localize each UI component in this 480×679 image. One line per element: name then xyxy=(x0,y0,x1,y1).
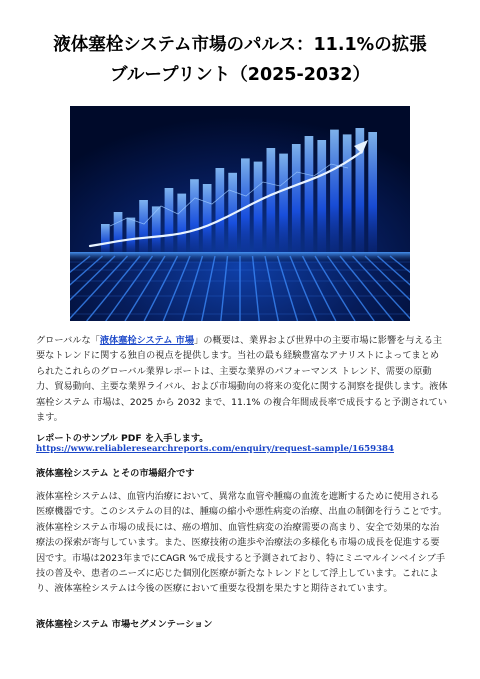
hero-bar xyxy=(343,134,352,256)
hero-bar xyxy=(305,136,314,256)
hero-bar xyxy=(368,132,377,256)
hero-bar xyxy=(165,188,174,256)
hero-bar xyxy=(330,130,339,256)
title-line-1: 液体塞栓システム市場のパルス：11.1%の拡張 xyxy=(53,35,427,55)
section-heading-segmentation: 液体塞栓システム 市場セグメンテーション xyxy=(36,619,213,630)
hero-bar xyxy=(139,200,148,256)
hero-bar xyxy=(101,224,110,256)
section-heading-intro: 液体塞栓システム とその市場紹介です xyxy=(36,468,195,479)
hero-bar xyxy=(254,162,263,256)
hero-bar xyxy=(114,212,123,256)
title-line-2: ブループリント（2025-2032） xyxy=(110,65,370,85)
hero-bar xyxy=(279,154,288,256)
intro-prefix: グローバルな「 xyxy=(36,335,100,346)
sample-request-link[interactable]: https://www.reliableresearchreports.com/enquiry/request-sample/1659384 xyxy=(36,444,395,454)
hero-bar xyxy=(216,168,225,256)
hero-bar xyxy=(203,184,212,256)
section-intro-paragraph: 液体塞栓システムは、血管内治療において、異常な血管や腫瘍の血流を遮断するために使用される医療機器です。このシステムの目的は、腫瘍の縮小や悪性病変の治療、出血の制御を行うことです。液体塞栓システム市場の成長には、癌の増加、血管性病変の治療需要の高まり、安全で効果的な治療法の探索が寄与しています。また、医療技術の進歩や治療法の多様化も市場の成長を促進する要因です。市場は2023年までにCAGR %で成長すると予測されており、特にミニマルインベイシブ手技の普及や、患者のニーズに応じた個別化医療が新たなトレンドとして浮上しています。これにより、液体塞栓システムは今後の医療において重要な役割を果たすと期待されています。 xyxy=(36,491,448,595)
hero-bar xyxy=(317,140,326,256)
hero-bar xyxy=(292,144,301,256)
sample-label: レポートのサンプル PDF を入手します。 xyxy=(36,433,209,444)
hero-bar xyxy=(267,148,276,256)
hero-bar xyxy=(127,218,136,256)
intro-body: 」の概要は、業界および世界中の主要市場に影響を与える主要なトレンドに関する独自の視点を提供します。当社の最も経験豊富なアナリストによってまとめられたこれらのグローバル業界レポートは、主要な業界のパフォーマンス トレンド、需要の原動力、貿易動向、主要な業界ライバル、および市場動向の将来の変化に関する洞察を提供します。液体塞栓システム 市場は、2025 から 2032 まで、11.1% の複合年間成長率で成長すると予測されています。 xyxy=(36,335,448,424)
hero-bar xyxy=(190,179,199,256)
intro-paragraph xyxy=(36,333,448,425)
market-link[interactable]: 液体塞栓システム 市場 xyxy=(99,335,195,346)
hero-bar xyxy=(177,194,186,256)
document-title xyxy=(30,30,450,90)
hero-growth-image xyxy=(70,106,410,321)
